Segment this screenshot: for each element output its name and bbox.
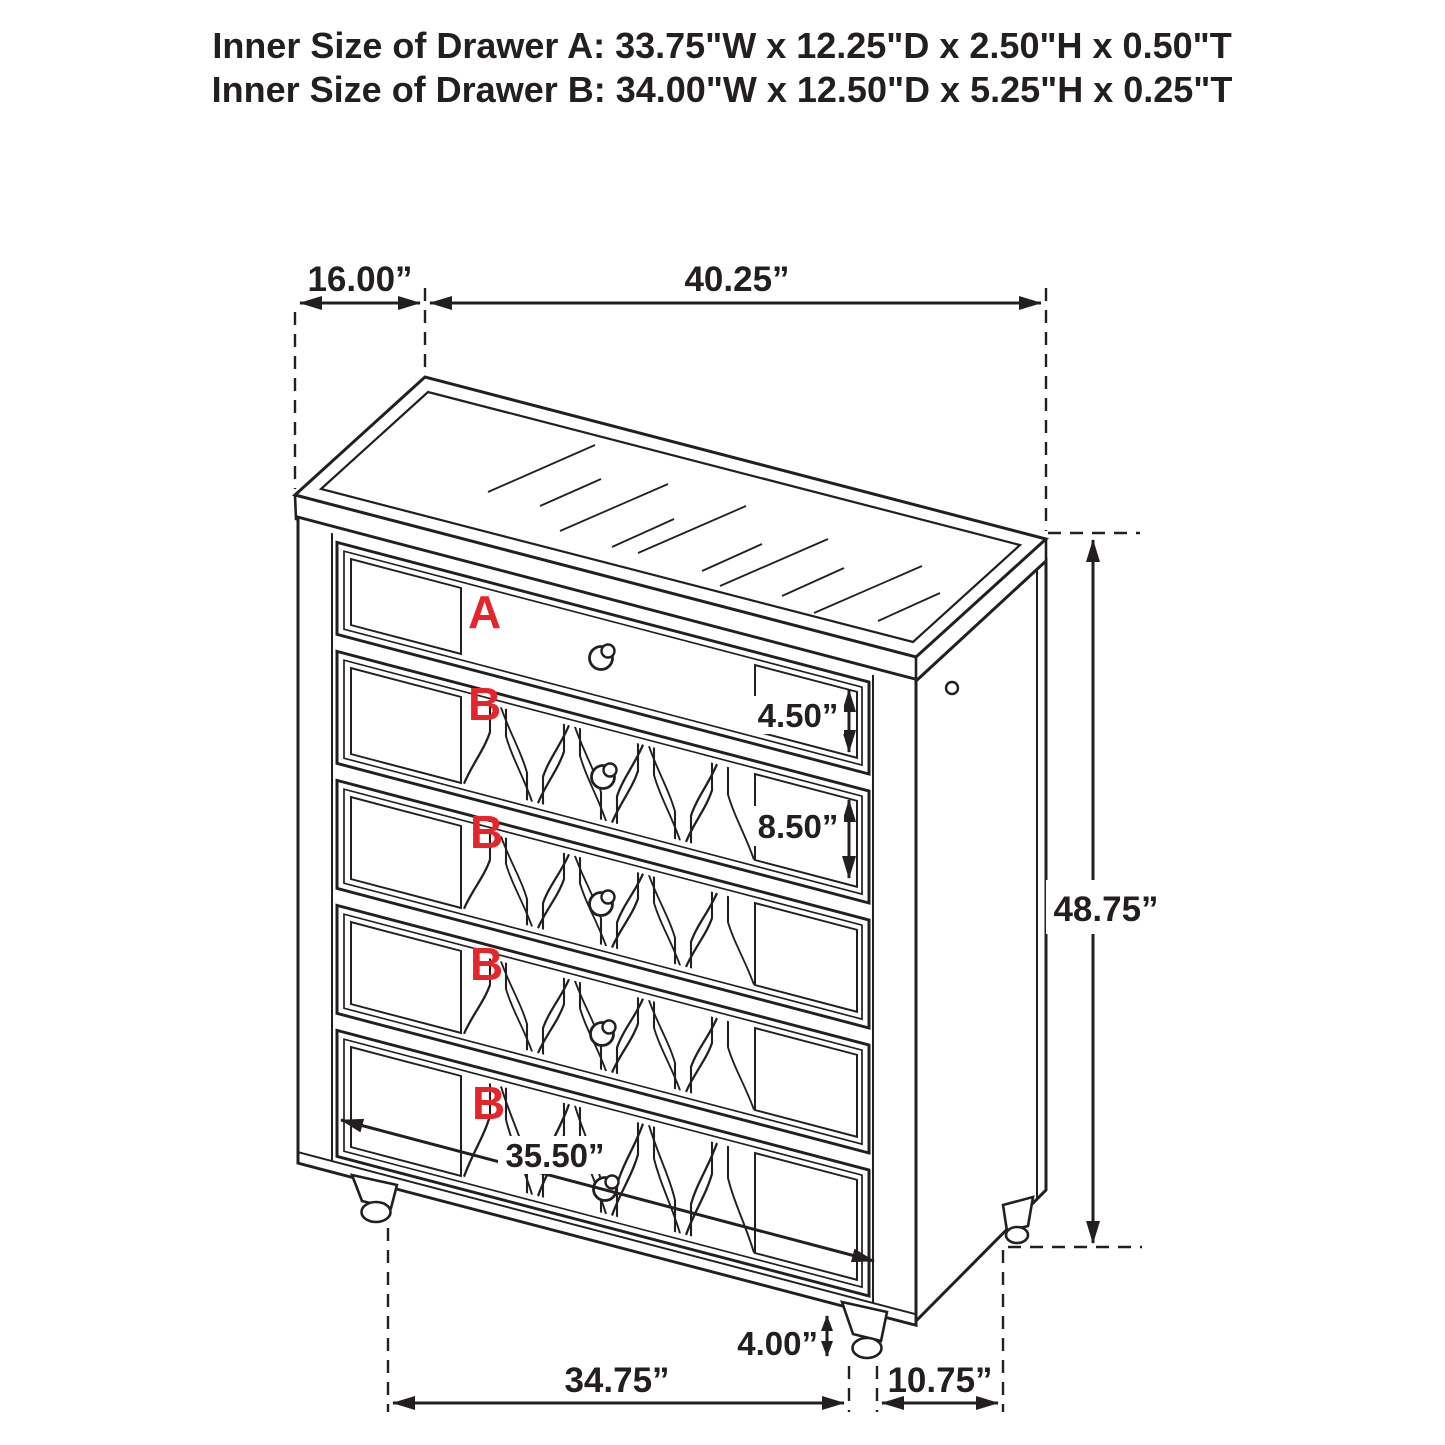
drawer-a-letter: A [468, 586, 502, 638]
drawer-b1-letter: B [468, 678, 502, 730]
title-line-1: Inner Size of Drawer A: 33.75"W x 12.25"D x 2.50"H x 0.50"T [212, 25, 1232, 66]
dim-top-width-label: 40.25” [684, 260, 790, 299]
title-block [212, 25, 1233, 110]
title-line-2: Inner Size of Drawer B: 34.00"W x 12.50"D x 5.25"H x 0.25"T [211, 69, 1233, 110]
dim-overall-height-label: 48.75” [1053, 890, 1159, 929]
dim-base-side-depth-label: 10.75” [887, 1361, 993, 1400]
side-panel-hole [946, 682, 958, 694]
knob[interactable] [592, 764, 617, 789]
front-right-leg [842, 1302, 887, 1358]
dim-base-front-width-label: 34.75” [564, 1361, 670, 1400]
knob[interactable] [590, 645, 615, 670]
back-right-leg [1003, 1197, 1033, 1243]
dim-top-depth-label: 16.00” [307, 260, 413, 299]
drawer-b3-letter: B [470, 938, 504, 990]
dim-leg-height-label: 4.00” [737, 1325, 818, 1362]
drawer-b2-letter: B [470, 806, 504, 858]
dim-drawer-b-height-label: 8.50” [757, 808, 839, 845]
drawer-b4-letter: B [472, 1077, 506, 1129]
knob[interactable] [590, 891, 615, 916]
dim-drawer-a-height-label: 4.50” [757, 697, 839, 734]
knob[interactable] [591, 1021, 616, 1046]
dim-drawer-width-label: 35.50” [505, 1137, 605, 1174]
